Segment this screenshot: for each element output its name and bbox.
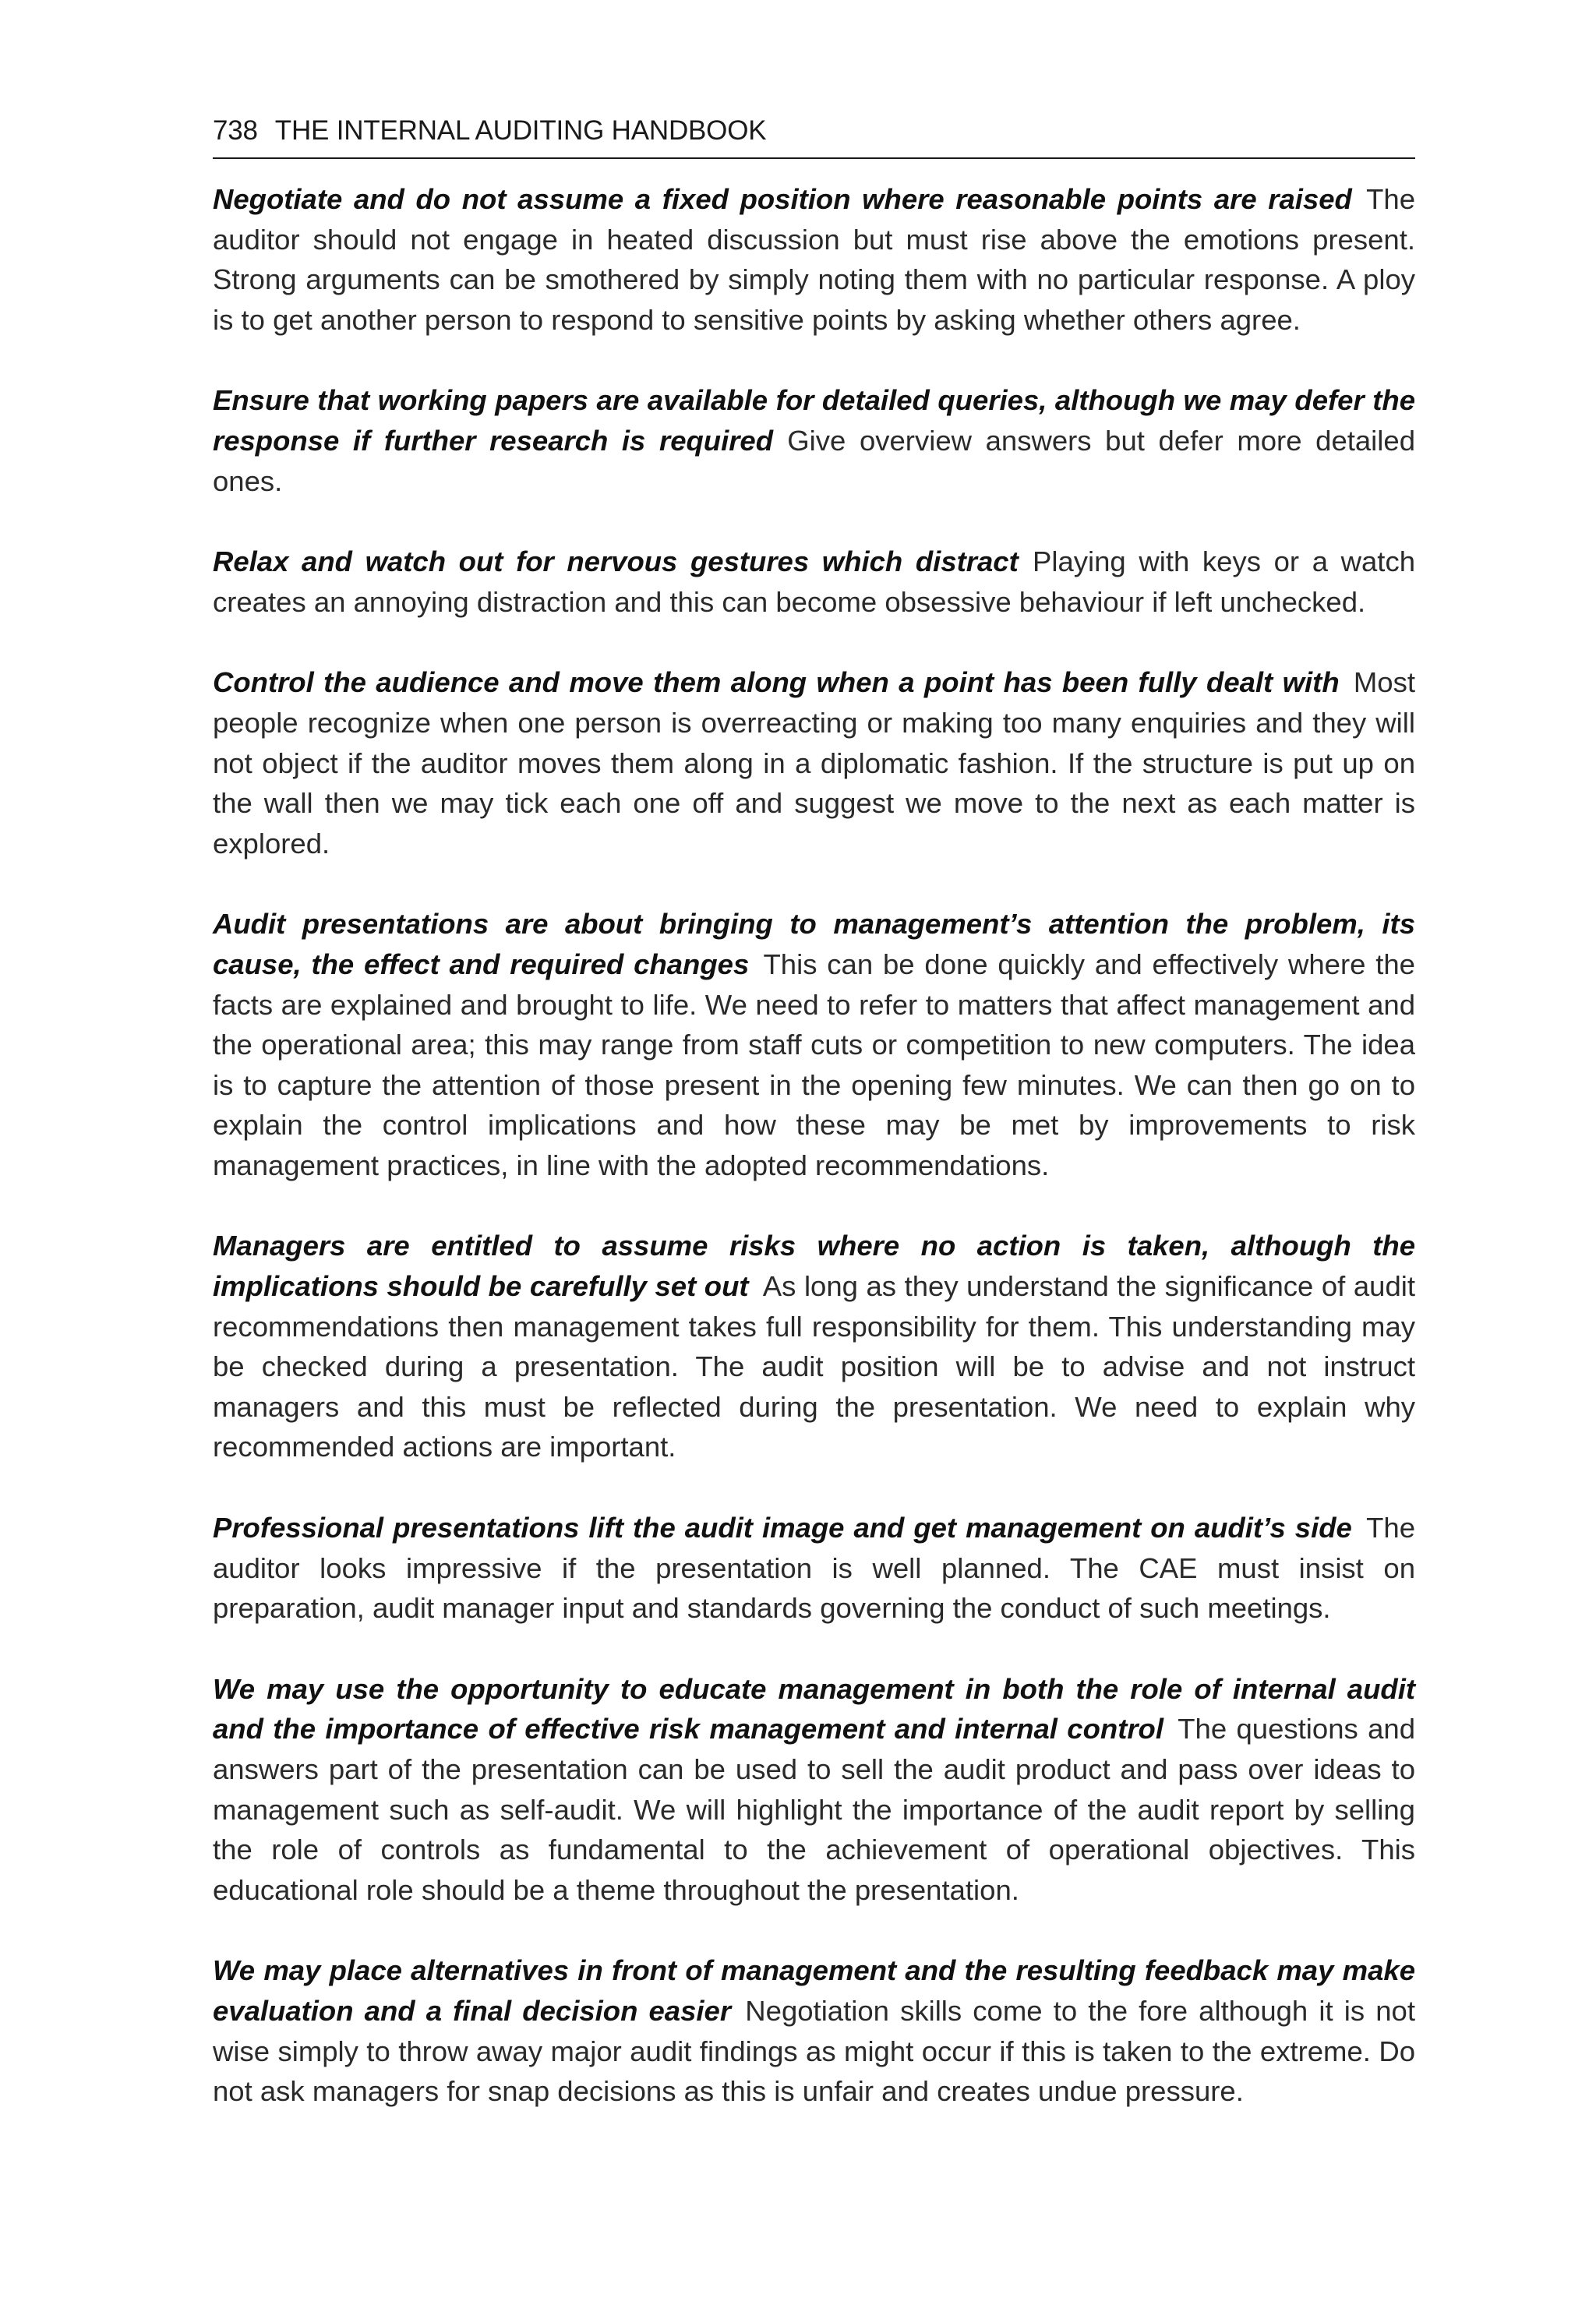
paragraph-negotiate <box>213 179 1415 340</box>
paragraph-body: The questions and answers part of the presentation can be used to sell the audit product and pass over ideas to management such as self-audit. We will highlight the importance of the audit report by selling the role of controls as fundamental to the achievement of operational objectives. This educational role should be a theme throughout the presentation. <box>213 1713 1416 1906</box>
paragraph-heading: Relax and watch out for nervous gestures which distract <box>213 545 1019 578</box>
paragraph-audit-presentations <box>213 904 1415 1185</box>
paragraph-heading: Managers are entitled to assume risks where no action is taken, although the implications should be carefully set out <box>213 1230 1415 1303</box>
paragraph-heading: Professional presentations lift the audit image and get management on audit’s side <box>213 1512 1352 1544</box>
paragraph-heading: Ensure that working papers are available for detailed queries, although we may defer the response if further research is required <box>213 384 1415 457</box>
paragraph-body: The auditor looks impressive if the presentation is well planned. The CAE must insist on preparation, audit manager input and standards governing the conduct of such meetings. <box>213 1512 1415 1625</box>
paragraph-alternatives <box>213 1950 1415 2111</box>
page-number: 738 <box>213 115 258 146</box>
paragraph-body: This can be done quickly and effectively where the facts are explained and brought to life. We need to refer to matters that affect management and the operational area; this may range from staff cuts or competition to new computers. The idea is to capture the attention of those present in the opening few minutes. We can then go on to explain the control implications and how these may be met by improvements to risk management practices, in line with the adopted recommendations. <box>213 948 1415 1181</box>
book-title: THE INTERNAL AUDITING HANDBOOK <box>274 115 767 146</box>
paragraph-working-papers <box>213 380 1415 501</box>
paragraph-body: Give overview answers but defer more detailed ones. <box>213 424 1416 497</box>
paragraph-educate <box>213 1669 1415 1911</box>
paragraph-body: Most people recognize when one person is overreacting or making too many enquiries and they will not object if the auditor moves them along in a diplomatic fashion. If the structure is put up on the wall then we may tick each one off and suggest we move to the next as each matter is explored. <box>213 666 1415 859</box>
paragraph-body: The auditor should not engage in heated discussion but must rise above the emotions present. Strong arguments can be smothered by simply noting them with no particular response. A ploy is to get another person to respond to sensitive points by asking whether others agree. <box>213 183 1415 336</box>
paragraph-heading: We may use the opportunity to educate management in both the role of internal audit and the importance of effective risk management and internal control <box>213 1672 1415 1745</box>
paragraph-body: Playing with keys or a watch creates an annoying distraction and this can become obsessive behaviour if left unchecked. <box>213 545 1415 618</box>
paragraph-relax <box>213 542 1415 622</box>
paragraph-professional <box>213 1508 1415 1629</box>
paragraph-heading: Control the audience and move them along when a point has been fully dealt with <box>213 666 1340 699</box>
paragraph-heading: We may place alternatives in front of management and the resulting feedback may make evaluation and a final decision easier <box>213 1954 1415 2027</box>
paragraph-heading: Negotiate and do not assume a fixed position where reasonable points are raised <box>213 183 1352 215</box>
paragraph-managers-risks <box>213 1226 1415 1467</box>
paragraph-body: Negotiation skills come to the fore although it is not wise simply to throw away major audit findings as might occur if this is taken to the extreme. Do not ask managers for snap decisions as this is unfair and creates undue pressure. <box>213 1994 1415 2108</box>
running-head <box>213 115 1415 159</box>
page <box>213 115 1415 2152</box>
paragraph-heading: Audit presentations are about bringing to management’s attention the problem, its cause, the effect and required changes <box>213 908 1415 980</box>
paragraph-body: As long as they understand the significance of audit recommendations then management takes full responsibility for them. This understanding may be checked during a presentation. The audit position will be to advise and not instruct managers and this must be reflected during the presentation. We need to explain why recommended actions are important. <box>213 1270 1415 1463</box>
paragraph-control-audience <box>213 662 1415 863</box>
